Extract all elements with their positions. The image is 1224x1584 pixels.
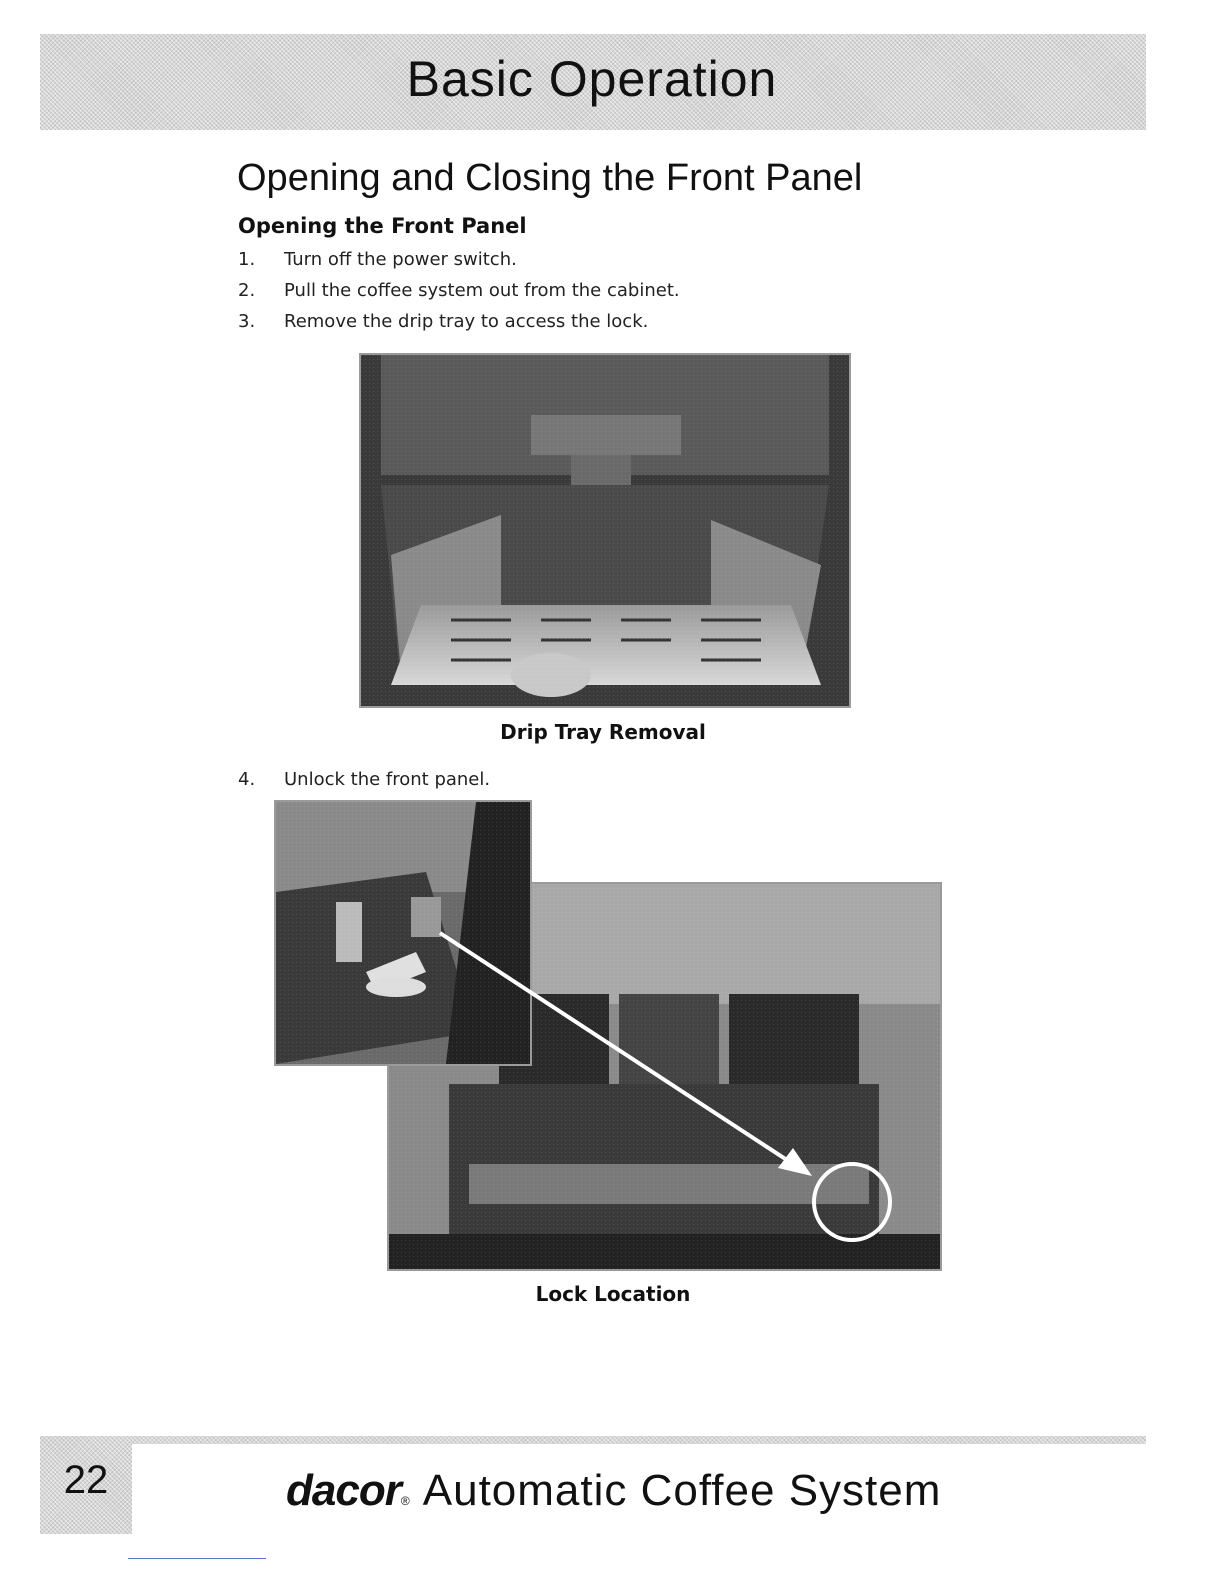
- bottom-link-rule: [128, 1558, 266, 1559]
- page-number-box: [40, 1436, 132, 1534]
- step-text: Remove the drip tray to access the lock.: [284, 311, 649, 332]
- step-number: 1.: [238, 249, 256, 270]
- step-text: Unlock the front panel.: [284, 769, 491, 790]
- footer-rule: [132, 1436, 1146, 1444]
- product-name: Automatic Coffee System: [422, 1466, 942, 1515]
- step-number: 2.: [238, 280, 256, 301]
- brand-logo: dacor: [286, 1466, 401, 1515]
- lock-highlight-circle: [814, 1164, 890, 1240]
- pointer-arrow-line: [440, 933, 790, 1162]
- footer-title: [286, 1466, 941, 1516]
- step-number: 4.: [238, 769, 256, 790]
- step-text: Turn off the power switch.: [284, 249, 517, 270]
- page-heading: Opening and Closing the Front Panel: [237, 157, 863, 199]
- step-number: 3.: [238, 311, 256, 332]
- pointer-arrow-head: [778, 1148, 812, 1176]
- section-title: Basic Operation: [406, 51, 778, 107]
- subheading: Opening the Front Panel: [238, 214, 527, 238]
- figure-caption: Lock Location: [535, 1282, 691, 1306]
- step-text: Pull the coffee system out from the cabinet.: [284, 280, 680, 301]
- figure-caption: Drip Tray Removal: [500, 720, 706, 744]
- page-number: 22: [63, 1458, 109, 1502]
- brand-registered-mark: ®: [400, 1494, 410, 1508]
